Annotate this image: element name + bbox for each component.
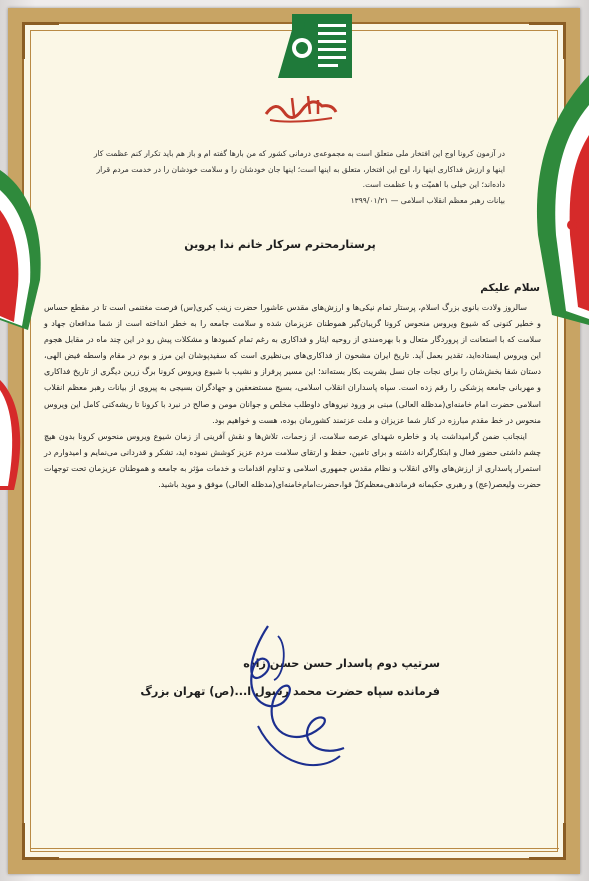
bismillah-calligraphy-icon: [262, 92, 340, 126]
iran-flag-ribbon-left-lower-icon: [0, 380, 30, 490]
handwritten-signature-icon: [228, 616, 350, 778]
paragraph-1: سالروز ولادت بانوی بزرگ اسلام، پرستار تمام نیکی‌ها و ارزش‌های مقدس عاشورا حضرت زینب کبری(س) فرصت مغتنمی است تا در مقطع حساس و خطیر کنونی که شیوع ویروس منحوس کرونا گریبان‌گیر هموطنان عزیزمان شده و سلامت جامعه را به خطر انداخته است از شما مدافعان جهاد و سلامت که با استعانت از پروردگار متعال و با بهره‌مندی از روحیه ایثار و فداکاری به رغم تمام کمبودها و مشکلات پیش رو در این چند ماه در مقابل هجوم این ویروس ایستاده‌اید، تقدیر بعمل آید. تاریخ ایران مشحون از فداکاری‌های بی‌نظیری است که سفیدپوشان این مرز و بوم در مقام واسطه فیض الهی، دستان شفا بخش‌شان را برای نجات جان نسل بشریت بکار بسته‌اند؛ این مسیر پرفراز و نشیب با شیوع ویروس کرونا برگ زرین دیگری از تاریخ فداکاری و مهربانی جامعه پزشکی را رقم زده است. سپاه پاسداران انقلاب اسلامی، بسیج مستضعفین و جهادگران بسیجی به پیروی از بیانات رهبر معظم انقلاب اسلامی حضرت امام خامنه‌ای(مدظله العالی) مبنی بر ورود نیروهای داوطلب مخلص و جوانان مومن و صالح در نبرد با کرونا تا ریشه‌کنی کامل این ویروس منحوس در خط مقدم مبارزه در کنار شما عزیزان و ملت عزتمند کشورمان بوده، هست و خواهیم بود.: [44, 303, 541, 425]
greeting: سلام علیکم: [480, 282, 540, 294]
leader-quote-source: بیانات رهبر معظم انقلاب اسلامی — ۱۳۹۹/۰۱/۲۱: [350, 195, 505, 205]
leader-quote: [80, 146, 505, 208]
corner-ornament: [529, 22, 566, 59]
bottom-border-band: [30, 848, 559, 859]
letter-body: [44, 300, 541, 493]
paragraph-2: اینجانب ضمن گرامیداشت یاد و خاطره شهدای عرصه سلامت، از زحمات، تلاش‌ها و نقش آفرینی از زمان شیوع ویروس منحوس کرونا بدون هیچ چشم داشتی حضور فعال و ابتکارگرانه داشته و برای تامین، حفظ و ارتقای سلامت مردم عزیز کوشش نموده اید، تشکر و قدردانی می‌نمایم و امیدوارم در استمرار پاسداری از ارزش‌های والای انقلاب و نظام مقدس جمهوری اسلامی و تداوم اقدامات و خدمات مؤثر به جامعه و هموطنان عزیزمان تحت توجهات حضرت ولیعصر(عج) و رهبری حکیمانه فرماندهی‌معظم‌کلّ قوا،حضرت‌امام‌خامنه‌ای(مدظله العالی) موفق و موید باشید.: [44, 431, 541, 490]
leader-quote-text: در آزمون کرونا اوج این افتخار ملی متعلق است به مجموعه‌ی درمانی کشور که من بارها گفته ام و باز هم باید تکرار کنم عظمت کار اینها و ارزش فداکاری اینها را، اوج این افتخار، متعلق به اینها است؛ اینها جان خودشان را و سلامت خودشان را در خدمت مردم قرار داده‌اند؛ این خیلی با اهمیّت و با عظمت است.: [93, 149, 505, 189]
irgc-emblem-icon: [272, 8, 354, 82]
signer-name: سرتیپ دوم پاسدار حسن حسن زاده: [243, 657, 440, 670]
corner-ornament: [22, 22, 59, 59]
recipient-line: پرستارمحترم سرکار خانم ندا پروین: [184, 238, 376, 251]
signer-title: فرمانده سپاه حضرت محمد رسول ا...(ص) تهران بزرگ: [140, 685, 440, 698]
